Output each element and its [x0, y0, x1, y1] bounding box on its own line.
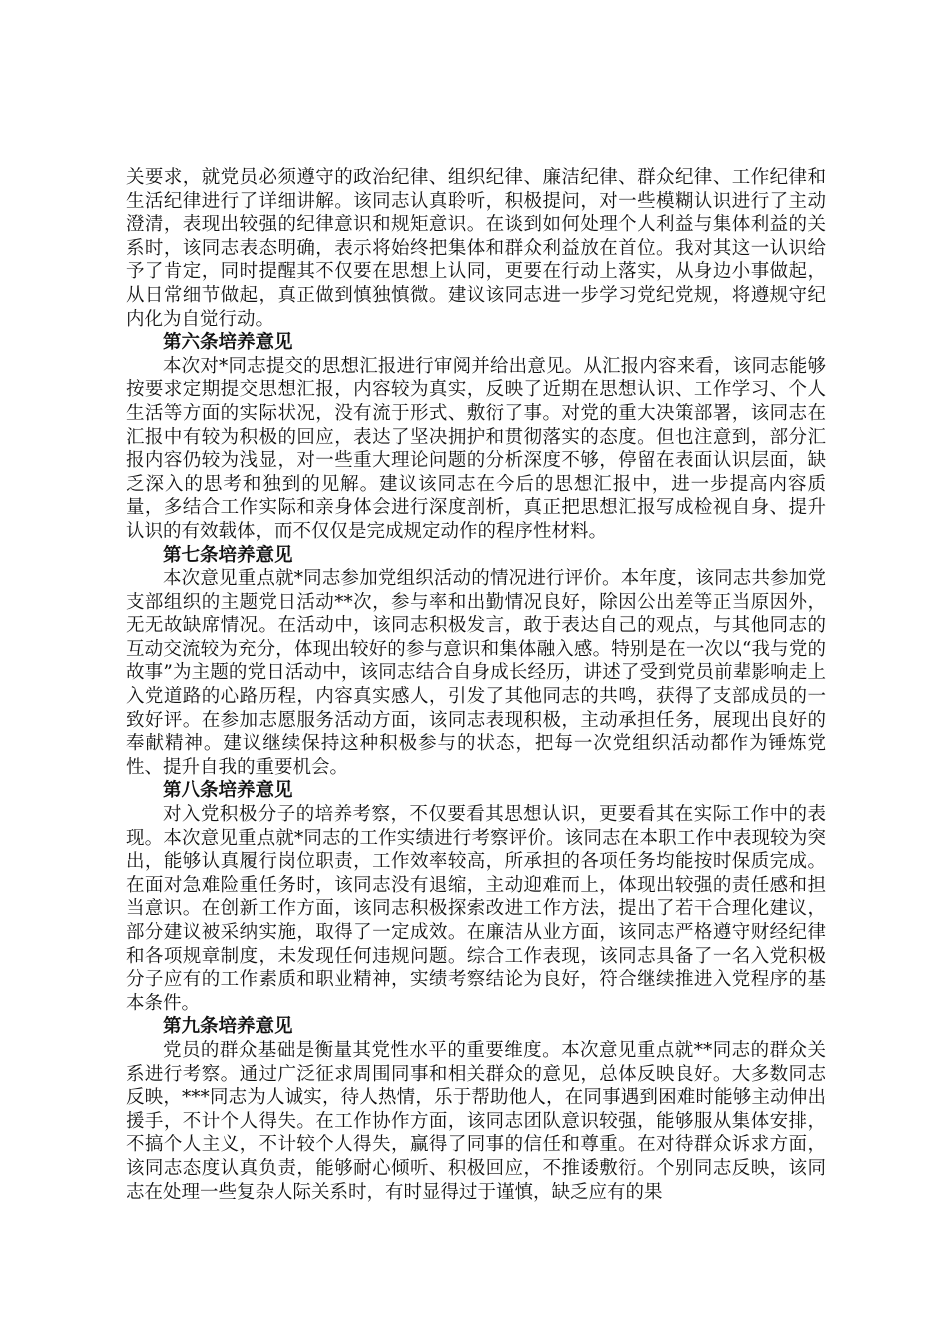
section-heading: 第七条培养意见	[163, 544, 293, 566]
section-paragraph: 本次意见重点就*同志参加党组织活动的情况进行评价。本年度，该同志共参加党支部组织的主题党日活动**次，参与率和出勤情况良好，除因公出差等正当原因外，无无故缺席情况。在活动中，该同志积极发言，敢于表达自己的观点，与其他同志的互动交流较为充分，体现出较好的参与意识和集体融入感。特别是在一次以“我与党的故事”为主题的党日活动中，该同志结合自身成长经历，讲述了受到党员前辈影响走上入党道路的心路历程，内容真实感人，引发了其他同志的共鸣，获得了支部成员的一致好评。在参加志愿服务活动方面，该同志表现积极，主动承担任务，展现出良好的奉献精神。建议继续保持这种积极参与的状态，把每一次党组织活动都作为锤炼党性、提升自我的重要机会。	[126, 568, 826, 778]
section-paragraph: 本次对*同志提交的思想汇报进行审阅并给出意见。从汇报内容来看，该同志能够按要求定期提交思想汇报，内容较为真实，反映了近期在思想认识、工作学习、个人生活等方面的实际状况，没有流于形式、敷衍了事。对党的重大决策部署，该同志在汇报中有较为积极的回应，表达了坚决拥护和贯彻落实的态度。但也注意到，部分汇报内容仍较为浅显，对一些重大理论问题的分析深度不够，停留在表面认识层面，缺乏深入的思考和独到的见解。建议该同志在今后的思想汇报中，进一步提高内容质量，多结合工作实际和亲身体会进行深度剖析，真正把思想汇报写成检视自身、提升认识的有效载体，而不仅仅是完成规定动作的程序性材料。	[126, 355, 826, 542]
intro-paragraph: 关要求，就党员必须遵守的政治纪律、组织纪律、廉洁纪律、群众纪律、工作纪律和生活纪律进行了详细讲解。该同志认真聆听，积极提问，对一些模糊认识进行了主动澄清，表现出较强的纪律意识和规矩意识。在谈到如何处理个人利益与集体利益的关系时，该同志表态明确，表示将始终把集体和群众利益放在首位。我对其这一认识给予了肯定，同时提醒其不仅要在思想上认同，更要在行动上落实，从身边小事做起，从日常细节做起，真正做到慎独慎微。建议该同志进一步学习党纪党规，将遵规守纪内化为自觉行动。	[126, 167, 826, 330]
section-paragraph: 对入党积极分子的培养考察，不仅要看其思想认识，更要看其在实际工作中的表现。本次意见重点就*同志的工作实绩进行考察评价。该同志在本职工作中表现较为突出，能够认真履行岗位职责，工作效率较高，所承担的各项任务均能按时保质完成。在面对急难险重任务时，该同志没有退缩，主动迎难而上，体现出较强的责任感和担当意识。在创新工作方面，该同志积极探索改进工作方法，提出了若干合理化建议，部分建议被采纳实施，取得了一定成效。在廉洁从业方面，该同志严格遵守财经纪律和各项规章制度，未发现任何违规问题。综合工作表现，该同志具备了一名入党积极分子应有的工作素质和职业精神，实绩考察结论为良好，符合继续推进入党程序的基本条件。	[126, 804, 826, 1014]
section-heading: 第六条培养意见	[163, 332, 293, 354]
section-heading: 第九条培养意见	[163, 1016, 293, 1038]
section-paragraph: 党员的群众基础是衡量其党性水平的重要维度。本次意见重点就**同志的群众关系进行考察。通过广泛征求周围同事和相关群众的意见，总体反映良好。大多数同志反映，***同志为人诚实，待人热情，乐于帮助他人，在同事遇到困难时能够主动伸出援手，不计个人得失。在工作协作方面，该同志团队意识较强，能够服从集体安排，不搞个人主义，不计较个人得失，赢得了同事的信任和尊重。在对待群众诉求方面，该同志态度认真负责，能够耐心倾听、积极回应，不推诿敷衍。个别同志反映，该同志在处理一些复杂人际关系时，有时显得过于谨慎，缺乏应有的果	[126, 1039, 826, 1203]
document-body	[126, 166, 826, 1204]
section-heading: 第八条培养意见	[163, 780, 293, 802]
